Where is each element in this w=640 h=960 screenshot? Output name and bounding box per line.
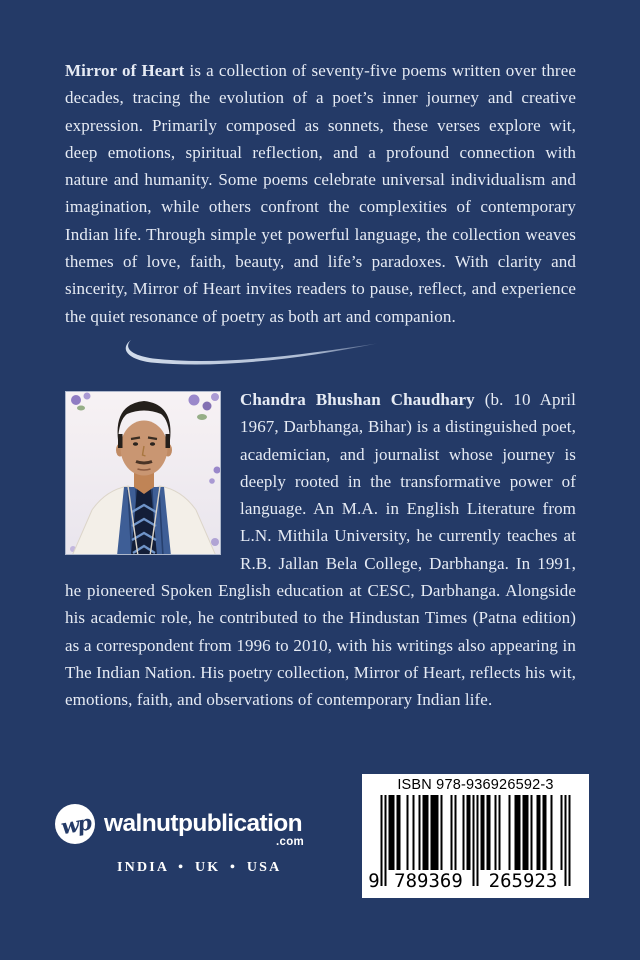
isbn-barcode bbox=[362, 774, 589, 898]
publisher-regions: INDIA • UK • USA bbox=[117, 860, 282, 875]
author-bio-body: (b. 10 April 1967, Darbhanga, Bihar) is a distinguished poet, academician, and journalist whose journey is deeply rooted in the transformative power of language. An M.A. in English Literature from L.N. Mithila University, he currently teaches at R.B. Jallan Bela College, Darbhanga. In 1991, he pioneered Spoken English education at CESC, Darbhanga. Alongside his academic role, he contributed to the Hindustan Times (Patna edition) as a correspondent from 1996 to 2010, with his writings also appearing in The Indian Nation. His poetry collection, Mirror of Heart, reflects his wit, emotions, faith, and observations of contemporary Indian life. bbox=[65, 389, 576, 710]
author-name: Chandra Bhushan Chaudhary bbox=[240, 389, 475, 409]
publisher-monogram-icon bbox=[55, 804, 95, 844]
publisher-logo bbox=[55, 804, 304, 876]
author-bio-section bbox=[65, 386, 576, 714]
synopsis-paragraph bbox=[65, 57, 576, 330]
author-portrait-icon bbox=[66, 392, 221, 555]
author-photo bbox=[65, 391, 221, 555]
monogram-letters: wp bbox=[58, 809, 92, 839]
barcode-digit-group-1: 789369 bbox=[394, 870, 463, 892]
book-title: Mirror of Heart bbox=[65, 61, 185, 80]
swoosh-divider-icon bbox=[121, 339, 379, 365]
publisher-domain-suffix: .com bbox=[276, 836, 305, 848]
isbn-label: ISBN 978-936926592-3 bbox=[397, 777, 554, 793]
publisher-logo-row bbox=[55, 804, 305, 848]
barcode-digit-group-2: 265923 bbox=[488, 870, 558, 892]
synopsis-text: is a collection of seventy-five poems written over three decades, tracing the evolution of a poet’s inner journey and creative expression. Primarily composed as sonnets, these verses explore wit, deep emotions, spiritual reflection, and a profound connection with nature and humanity. Some poems celebrate universal individualism and imagination, while others confront the complexities of contemporary Indian life. Through simple yet powerful language, the collection weaves themes of love, faith, beauty, and life’s paradoxes. With clarity and sincerity, Mirror of Heart invites readers to pause, reflect, and experience the quiet resonance of poetry as both art and companion. bbox=[65, 61, 576, 326]
publisher-name: walnutpublication bbox=[104, 810, 303, 837]
publisher-name-block bbox=[104, 810, 305, 848]
barcode-digit-lead: 9 bbox=[368, 870, 380, 892]
